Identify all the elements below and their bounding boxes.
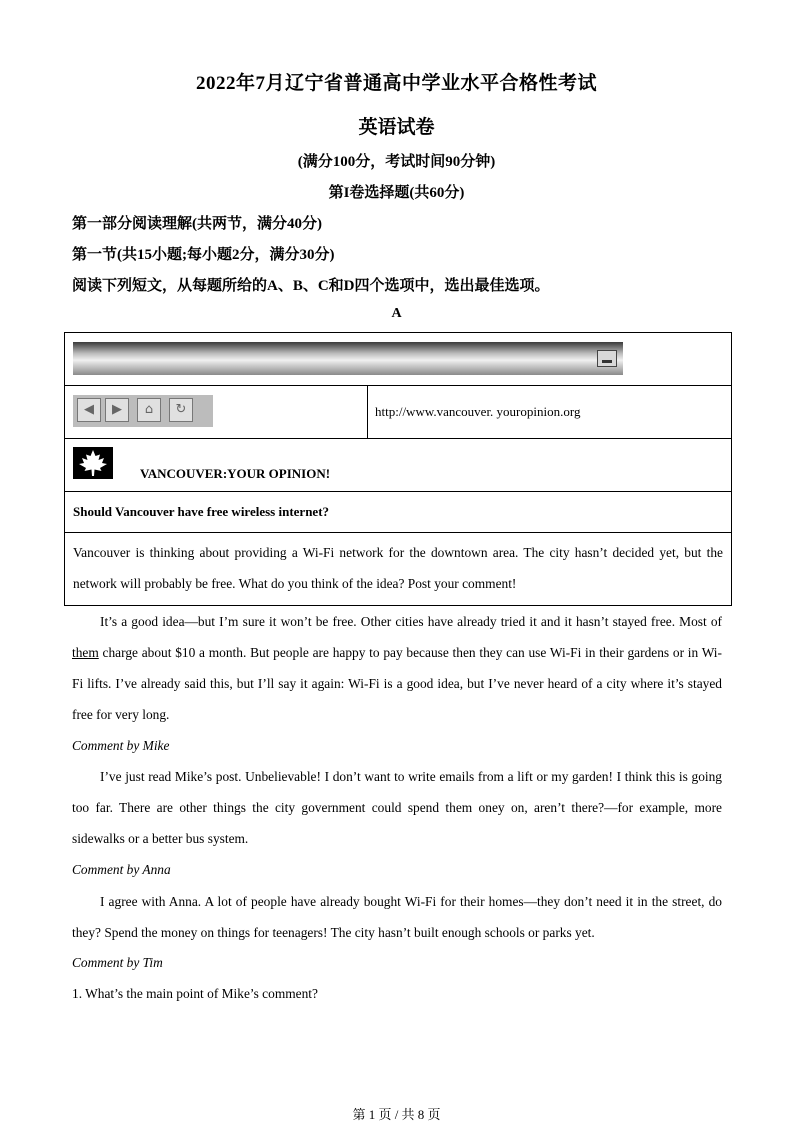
nav-toolbar — [73, 395, 213, 427]
comment-author: Comment by Anna — [72, 862, 171, 877]
browser-nav-row — [65, 386, 731, 439]
home-icon: ⌂ — [137, 398, 161, 422]
instruction: 阅读下列短文，从每题所给的A、B、C和D四个选项中，选出最佳选项。 — [72, 278, 550, 294]
webpage-intro: Vancouver is thinking about providing a Wi-Fi network for the downtown area. The city hasn’t decided yet, but the network will probably be free. What do you think of the idea? Post your comment! — [73, 545, 723, 591]
comment-author: Comment by Mike — [72, 738, 170, 753]
question-row — [65, 492, 731, 533]
site-title: VANCOUVER:YOUR OPINION! — [140, 466, 331, 481]
browser-titlebar-row — [65, 333, 731, 386]
site-header-row — [65, 439, 731, 492]
divider — [367, 386, 368, 438]
url-text: http://www.vancouver. youropinion.org — [375, 404, 581, 419]
question-1: 1. What’s the main point of Mike’s comment? — [72, 986, 318, 1001]
underlined-word: them — [72, 645, 99, 660]
section-heading: 第一节(共15小题;每小题2分，满分30分) — [72, 247, 335, 263]
volume-title: 第I卷选择题(共60分) — [328, 185, 465, 201]
comment-author: Comment by Tim — [72, 955, 163, 970]
webpage-question: Should Vancouver have free wireless internet? — [73, 504, 330, 519]
part-heading: 第一部分阅读理解(共两节，满分40分) — [72, 216, 322, 232]
comment-text: charge about $10 a month. But people are happy to pay because then they can use Wi-Fi in their gardens or in Wi-Fi lifts. I’ve already said this, but I’ll say it again: Wi-Fi is a good idea, but I’ve never heard of a city where it’s stayed free for very long. — [72, 645, 722, 722]
score-time: (满分100分，考试时间90分钟) — [297, 154, 496, 170]
subject-title: 英语试卷 — [358, 117, 435, 138]
minimize-icon — [597, 350, 617, 367]
exam-title: 2022年7月辽宁省普通高中学业水平合格性考试 — [195, 73, 597, 94]
comment-mike — [72, 606, 722, 730]
refresh-icon: ↻ — [169, 398, 193, 422]
comment-text: It’s a good idea—but I’m sure it won’t be free. Other cities have already tried it and it hasn’t stayed free. Most of — [100, 614, 722, 629]
passage-label: A — [391, 306, 402, 321]
back-arrow-icon: ◀ — [77, 398, 101, 422]
forward-arrow-icon: ▶ — [105, 398, 129, 422]
page-footer: 第 1 页 / 共 8 页 — [352, 1107, 441, 1122]
webpage-box — [64, 332, 732, 606]
browser-titlebar — [73, 342, 623, 375]
comment-anna: I’ve just read Mike’s post. Unbelievable! I don’t want to write emails from a lift or my garden! I think this is going too far. There are other things the city government could spend them oney on, aren’t there?—for example, more sidewalks or a better bus system. — [72, 769, 722, 846]
comment-tim: I agree with Anna. A lot of people have already bought Wi-Fi for their homes—they don’t need it in the street, do they? Spend the money on things for teenagers! The city hasn’t built enough schools or parks yet. — [72, 894, 722, 940]
maple-leaf-icon — [73, 447, 113, 479]
intro-row — [65, 533, 731, 605]
